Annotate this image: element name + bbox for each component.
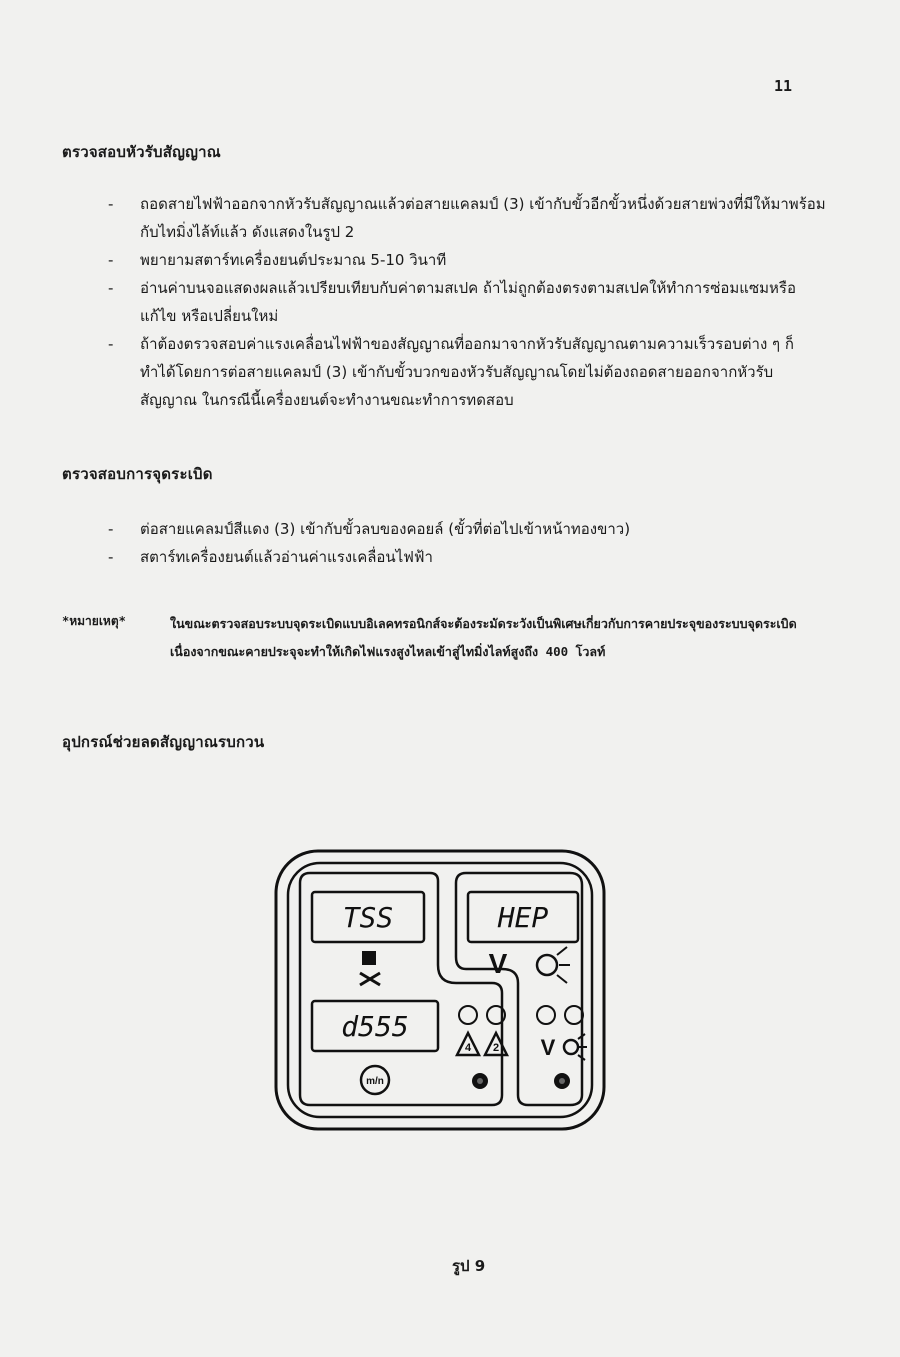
- list-item: - อ่านค่าบนจอแสดงผลแล้วเปรียบเทียบกับค่าตามสเปค ถ้าไม่ถูกต้องตรงตามสเปคให้ทำการซ่อมแซมหรือแก้ไข หรือเปลี่ยนใหม่: [108, 279, 796, 325]
- svg-text:4: 4: [464, 1042, 472, 1054]
- indicator-led: [565, 1006, 583, 1024]
- list-item: - ถ้าต้องตรวจสอบค่าแรงเคลื่อนไฟฟ้าของสัญญาณที่ออกมาจากหัวรับสัญญาณตามความเร็วรอบต่าง ๆ ก็ทำได้โดยการต่อสายแคลมป์ (3) เข้ากับขั้วบวกของหัวรับสัญญาณโดยไม่ต้องถอดสายออกจากหัวรับสัญญาณ ในกรณีนี้เครื่องยนต์จะทำงานขณะทำการทดสอบ: [108, 335, 794, 409]
- list-item: - พยายามสตาร์ทเครื่องยนต์ประมาณ 5-10 วินาที: [108, 251, 447, 269]
- display-top-left-value: TSS: [342, 901, 394, 934]
- left-section-outline: [300, 873, 502, 1105]
- section-heading-ignition-check: ตรวจสอบการจุดระเบิด: [62, 465, 213, 483]
- lamp-icon: [537, 955, 557, 975]
- lamp-icon-small: [564, 1040, 578, 1054]
- list-item: - ถอดสายไฟฟ้าออกจากหัวรับสัญญาณแล้วต่อสายแคลมป์ (3) เข้ากับขั้วอีกขั้วหนึ่งด้วยสายพ่วงที่มีให้มาพร้อมกับไทมิ่งไล้ท์แล้ว ดังแสดงในรูป 2: [108, 195, 826, 241]
- ignition-check-list: [108, 515, 828, 571]
- note-label: *หมายเหตุ*: [62, 614, 126, 628]
- label-v-top: V: [488, 948, 508, 979]
- section-heading-pickup-check: ตรวจสอบหัวรับสัญญาณ: [62, 143, 221, 161]
- svg-text:2: 2: [492, 1042, 500, 1054]
- figure-caption: รูป 9: [452, 1257, 486, 1275]
- note-text: ในขณะตรวจสอบระบบจุดระเบิดแบบอิเลคทรอนิกส์จะต้องระมัดระวังเป็นพิเศษเกี่ยวกับการคายประจุของระบบจุดระเบิด เนื่องจากขณะคายประจุจะทำให้เกิดไฟแรงสูงไหลเข้าสู่ไทมิ่งไลท์สูงถึง 400 โวลท์: [170, 616, 797, 659]
- indicator-led: [537, 1006, 555, 1024]
- svg-text:m/n: m/n: [366, 1076, 384, 1087]
- display-bottom-left-value: d555: [341, 1010, 409, 1043]
- indicator-led: [459, 1006, 477, 1024]
- section-heading-noise-suppressor: อุปกรณ์ช่วยลดสัญญาณรบกวน: [62, 733, 265, 751]
- instrument-panel-figure: [270, 845, 610, 1135]
- label-v-bottom: V: [540, 1035, 556, 1060]
- pickup-check-list: [108, 190, 828, 414]
- spark-icon: [360, 973, 380, 985]
- display-top-right-value: HEP: [497, 901, 549, 934]
- list-item: - ต่อสายแคลมป์สีแดง (3) เข้ากับขั้วลบของคอยล์ (ขั้วที่ต่อไปเข้าหน้าทองขาว): [108, 520, 631, 538]
- page-number: 11: [774, 77, 793, 95]
- list-item: - สตาร์ทเครื่องยนต์แล้วอ่านค่าแรงเคลื่อนไฟฟ้า: [108, 548, 433, 566]
- plug-icon: [362, 951, 376, 965]
